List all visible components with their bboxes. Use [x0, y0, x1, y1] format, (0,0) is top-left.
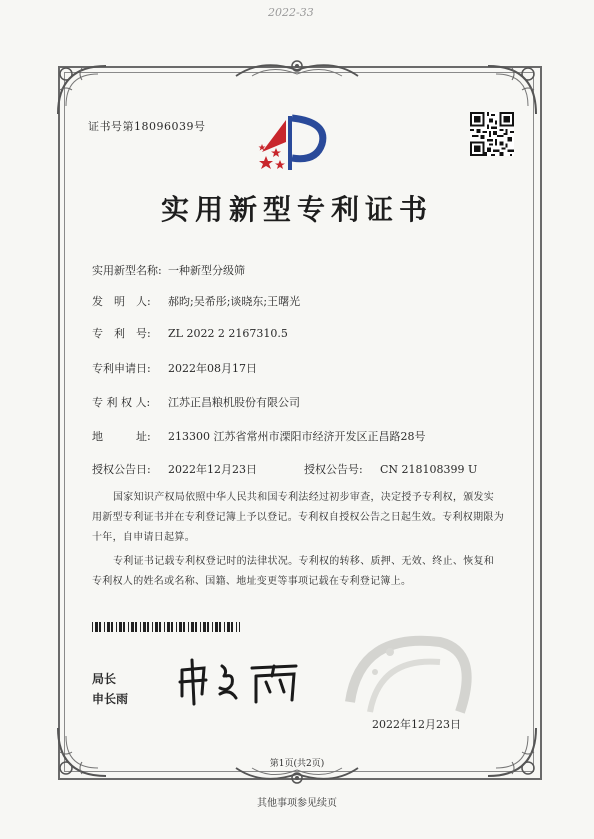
corner-ornament-bottom-right: [482, 722, 542, 782]
barcode-bar: [95, 622, 98, 632]
barcode-bar: [179, 622, 182, 632]
page-number: 第1页(共2页): [269, 759, 325, 769]
field-publication-date: [92, 461, 257, 477]
barcode-bar: [236, 622, 237, 632]
field-value: ZL 2022 2 2167310.5: [168, 327, 288, 340]
field-value: 一种新型分级筛: [168, 264, 245, 277]
corner-ornament-top-right: [482, 60, 542, 120]
barcode-bar: [215, 622, 218, 632]
field-value: 郝昀;吴希彤;谈晓东;王曙光: [168, 295, 301, 308]
continuation-note: 其他事项参见续页: [257, 798, 337, 809]
barcode-bar: [104, 622, 105, 632]
barcode-bar: [171, 622, 173, 632]
field-patent-number: [92, 325, 288, 341]
corner-ornament-top-left: [52, 60, 112, 120]
certificate-number: 证书号第18096039号: [88, 120, 206, 133]
barcode-bar: [188, 622, 189, 632]
field-inventor: [92, 293, 300, 309]
grant-paragraph: 国家知识产权局依照中华人民共和国专利法经过初步审查，决定授予专利权，颁发实用新型专利证书并在专利登记簿上予以登记。专利权自授权公告之日起生效。专利权期限为十年，自申请日起算。: [92, 492, 504, 543]
handwritten-signature: [176, 658, 316, 706]
barcode-bar: [200, 622, 201, 632]
barcode-bar: [155, 622, 158, 632]
director-title: 局长: [92, 672, 117, 686]
cnipa-watermark-seal: [330, 612, 480, 732]
barcode-bar: [123, 622, 125, 632]
barcode-bar: [227, 622, 230, 632]
barcode-bar: [224, 622, 225, 632]
field-label: 地 址:: [92, 430, 151, 443]
field-value: CN 218108399 U: [380, 463, 478, 476]
barcode-bar: [135, 622, 137, 632]
barcode-bar: [207, 622, 209, 632]
corner-ornament-bottom-left: [52, 722, 112, 782]
barcode-bar: [203, 622, 206, 632]
field-label: 专 利 权 人:: [92, 396, 151, 409]
barcode-bar: [152, 622, 153, 632]
barcode-bar: [164, 622, 165, 632]
field-value: 213300 江苏省常州市溧阳市经济开发区正昌路28号: [168, 430, 426, 443]
cnipa-logo: [256, 112, 336, 174]
barcode-bar: [92, 622, 93, 632]
field-publication-number: [304, 461, 477, 477]
field-label: 专 利 号:: [92, 327, 151, 340]
barcode-bar: [119, 622, 122, 632]
barcode-bar: [147, 622, 149, 632]
barcode-bar: [143, 622, 146, 632]
certificate-title: 实用新型专利证书: [160, 193, 433, 226]
field-value: 2022年12月23日: [168, 463, 257, 476]
field-patentee: [92, 394, 300, 410]
field-utility-model-name: [92, 262, 245, 278]
field-label: 实用新型名称:: [92, 264, 162, 277]
barcode-bar: [159, 622, 161, 632]
field-label: 专利申请日:: [92, 362, 151, 375]
barcode-bar: [107, 622, 110, 632]
barcode-bar: [219, 622, 221, 632]
field-filing-date: [92, 360, 257, 376]
barcode-bar: [140, 622, 141, 632]
barcode-bar: [99, 622, 101, 632]
barcode-bar: [116, 622, 117, 632]
legal-status-paragraph: 专利证书记载专利权登记时的法律状况。专利权的转移、质押、无效、终止、恢复和专利权人的姓名或名称、国籍、地址变更等事项记载在专利登记簿上。: [92, 556, 495, 587]
barcode-bar: [167, 622, 170, 632]
field-value: 江苏正昌粮机股份有限公司: [168, 396, 300, 409]
barcode-bar: [212, 622, 213, 632]
issue-date: 2022年12月23日: [372, 718, 461, 731]
top-center-ornament: [232, 56, 362, 82]
barcode-bar: [239, 622, 240, 632]
barcode-bar: [195, 622, 197, 632]
qr-code-icon: [470, 112, 514, 156]
barcode-bar: [191, 622, 194, 632]
handwritten-note: 2022-33: [268, 6, 314, 19]
barcode-bar: [131, 622, 134, 632]
director-name: 申长雨: [92, 692, 129, 706]
field-label: 授权公告日:: [92, 463, 151, 476]
field-address: [92, 428, 425, 444]
barcode-bar: [183, 622, 185, 632]
field-value: 2022年08月17日: [168, 362, 257, 375]
field-label: 授权公告号:: [304, 463, 363, 476]
field-label: 发 明 人:: [92, 295, 151, 308]
barcode-bar: [176, 622, 177, 632]
barcode-bar: [128, 622, 129, 632]
barcode-bar: [111, 622, 113, 632]
barcode-bar: [231, 622, 233, 632]
barcode: [92, 622, 240, 632]
